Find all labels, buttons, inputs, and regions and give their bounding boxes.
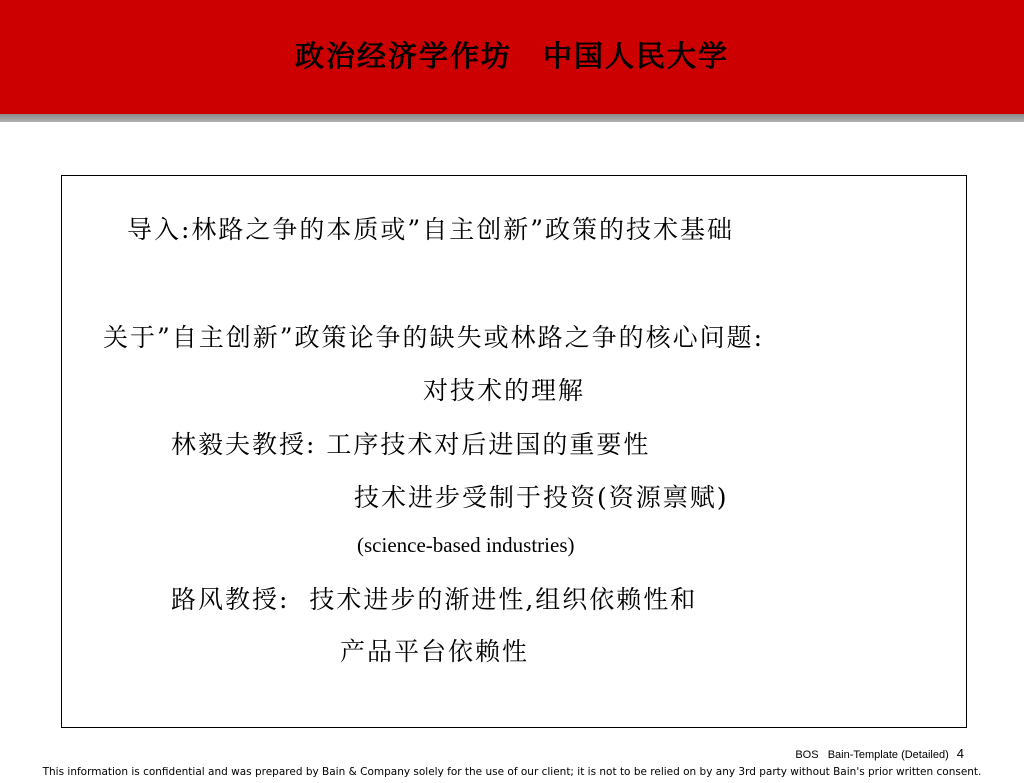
slide-header-title: 政治经济学作坊 中国人民大学 (294, 39, 729, 73)
lin-yifu-view: 林毅夫教授: 工序技术对后进国的重要性 (171, 430, 651, 459)
intro-line: 导入:林路之争的本质或”自主创新”政策的技术基础 (127, 215, 734, 244)
lu-feng-detail: 产品平台依赖性 (340, 637, 530, 666)
lin-yifu-english-note: (science-based industries) (357, 533, 575, 557)
lin-yifu-detail: 技术进步受制于投资(资源禀赋) (354, 483, 729, 512)
template-name: BOS Bain-Template (Detailed) (795, 749, 949, 761)
core-question-line: 关于”自主创新”政策论争的缺失或林路之争的核心问题: (103, 323, 764, 352)
header-divider (0, 114, 1024, 122)
lu-feng-view: 路风教授: 技术进步的渐进性,组织依赖性和 (171, 585, 698, 614)
footer-template-label (795, 746, 964, 761)
page-number: 4 (956, 746, 964, 761)
confidentiality-note: This information is confidential and was prepared by Bain & Company solely for the use of our client; it is not to be relied on by any 3rd party without Bain's prior written consent. (42, 766, 982, 778)
core-question-subline: 对技术的理解 (423, 376, 586, 405)
